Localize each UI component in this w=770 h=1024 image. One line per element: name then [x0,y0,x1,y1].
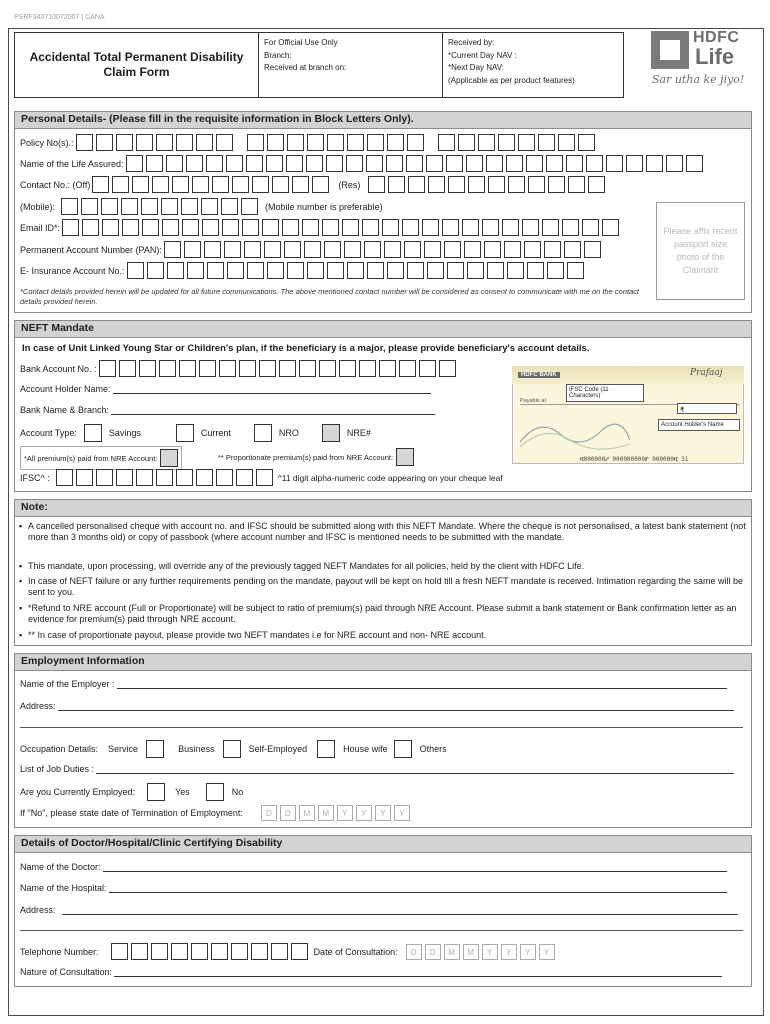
date-cell: D [261,805,277,821]
employment-heading: Employment Information [15,654,751,671]
occupation-service-label: Service [108,744,139,754]
form-title-line1: Accidental Total Permanent Disability [29,50,244,64]
current-day-nav-label: *Current Day NAV : [448,50,517,60]
cheque-bank-name: HDFC BANK [518,372,560,378]
note-item [20,576,746,598]
contact-off-label: Contact No.: (Off) [20,179,91,190]
savings-label: Savings [108,428,141,438]
doctor-address-label: Address: [20,905,56,915]
date-cell: D [425,944,441,960]
termination-label: If "No", please state date of Termination of Employment: [20,808,243,818]
nre-label: NRE# [346,428,371,438]
cheque-holder-box: Account Holder's Name [658,419,740,431]
mobile-row [20,198,383,215]
policy-row [20,134,598,151]
bank-account-input[interactable] [99,360,459,377]
einsurance-label: E- Insurance Account No.: [20,265,125,276]
occupation-row [20,740,447,758]
occupation-label: Occupation Details: [20,744,99,754]
telephone-input[interactable] [111,943,311,960]
occupation-business-label: Business [178,744,215,754]
form-code: PSRF340710072007 | CANA [14,14,105,21]
next-day-nav-label: *Next Day NAV: [448,63,505,72]
cheque-micr: ⑆000000⑇ 000000000⑈ 000000⑆ 31 [580,456,689,463]
policy-input-2[interactable] [247,134,427,151]
einsurance-input[interactable] [127,262,587,279]
employed-yes-checkbox[interactable] [147,783,165,801]
duties-row [20,764,734,774]
current-label: Current [200,428,231,438]
date-cell: Y [337,805,353,821]
official-use-label: For Official Use Only [264,38,338,47]
cheque-wave-graphic [520,412,630,452]
date-cell: M [463,944,479,960]
employer-label: Name of the Employer : [20,679,115,689]
doctor-name-label: Name of the Doctor: [20,862,101,872]
nature-label: Nature of Consultation: [20,967,113,977]
employment-address-line-2[interactable] [20,727,743,728]
doctor-name-row [20,862,727,872]
pan-label: Permanent Account Number (PAN): [20,244,162,255]
email-input[interactable] [62,219,622,236]
date-cell: Y [394,805,410,821]
cheque-signature: Prafaaj [690,368,723,378]
received-by-label: Received by: [448,38,495,47]
doctor-address-line-2[interactable] [20,930,743,931]
note-item [20,561,746,572]
nre-full-checkbox[interactable] [160,449,178,467]
employed-yes-label: Yes [175,787,190,797]
nro-label: NRO [278,428,299,438]
branch-label: Branch: [264,50,292,60]
ifsc-note: ^11 digit alpha-numeric code appearing on your cheque leaf [277,472,503,483]
logo-text-hdfc: HDFC [693,29,740,46]
date-cell: D [406,944,422,960]
cheque-ifsc-box: IFSC Code (11 Characters) [566,384,644,402]
employer-row [20,679,727,689]
einsurance-row [20,262,587,279]
nre-prop-checkbox[interactable] [396,448,414,466]
received-box [443,32,624,98]
savings-checkbox[interactable] [84,424,102,442]
doctor-name-input[interactable] [103,862,727,872]
name-row [20,155,706,172]
date-cell: D [280,805,296,821]
current-checkbox[interactable] [176,424,194,442]
hospital-row [20,883,727,893]
ifsc-label: IFSC^ : [20,472,50,483]
mobile-label: (Mobile): [20,201,56,212]
email-row [20,219,622,236]
holder-input[interactable] [113,384,431,394]
date-cell: M [299,805,315,821]
rupee-icon: ₹ [680,407,685,414]
note-heading: Note: [15,500,751,517]
form-title [14,32,259,98]
nre-full-label: *All premium(s) paid from NRE Account: [24,453,158,463]
bank-account-label: Bank Account No. : [20,363,97,374]
photo-placeholder[interactable] [656,202,745,300]
logo-text-life: Life [695,44,735,69]
employed-label: Are you Currently Employed: [20,787,136,797]
pan-row [20,241,604,258]
ifsc-input[interactable] [56,469,276,486]
note-item [20,630,746,641]
employed-no-label: No [231,787,244,797]
bank-branch-label: Bank Name & Branch: [20,405,110,415]
cheque-payable: Payable at [520,398,546,404]
mobile-note: (Mobile number is preferable) [265,201,383,212]
employment-address-row [20,701,734,711]
contact-off-input[interactable] [92,176,332,193]
name-label: Name of the Life Assured: [20,158,124,169]
note-item-text: ▪ *Refund to NRE account (Full or Proportionate) will be subject to ratio of premium(s) paid through NRE Account. Please submit a bank statement or Bank confirmation letter as an evidence for premium(s) paid through NRE account. [28,603,737,624]
occupation-business-checkbox[interactable] [223,740,241,758]
pan-input[interactable] [164,241,604,258]
note-item-text: ▪ A cancelled personalised cheque with account no. and IFSC should be submitted along with this NEFT Mandate. Where the cheque is not personalised, a latest bank statement (not more than 3 months old) or copy of passbook (where account number and IFSC is mentioned needs to be submitted with the mandate. [28,521,746,542]
contact-res-input[interactable] [368,176,608,193]
policy-input-3[interactable] [438,134,598,151]
note-item [20,521,746,543]
form-title-line2: Claim Form [103,65,170,79]
employer-input[interactable] [117,679,727,689]
account-type-label: Account Type: [20,428,77,438]
termination-date-input[interactable] [261,805,413,821]
cheque-amount-box [677,403,737,414]
bank-branch-row [20,405,435,415]
telephone-row [20,943,558,960]
neft-intro: In case of Unit Linked Young Star or Children's plan, if the beneficiary is a major, please provide beneficiary's account details. [22,343,590,354]
occupation-housewife-checkbox[interactable] [394,740,412,758]
date-cell: M [444,944,460,960]
termination-row [20,805,413,821]
bank-branch-input[interactable] [111,405,435,415]
contact-res-label: (Res) [338,179,361,190]
neft-heading: NEFT Mandate [15,321,751,338]
occupation-self-label: Self-Employed [248,744,308,754]
holder-label: Account Holder Name: [20,384,111,394]
nature-input[interactable] [114,967,722,977]
contact-row [20,176,608,193]
date-cell: Y [501,944,517,960]
occupation-service-checkbox[interactable] [146,740,164,758]
hdfc-logo-icon [651,31,689,69]
nature-row [20,967,722,977]
date-cell: Y [356,805,372,821]
telephone-label: Telephone Number: [20,946,99,957]
photo-placeholder-text: Please affix recent passport size photo of the Claimant [663,226,738,275]
nre-full-row [20,446,182,470]
account-type-row [20,424,371,442]
nro-checkbox[interactable] [254,424,272,442]
date-cell: Y [482,944,498,960]
note-item-text: ▪ ** In case of proportionate payout, please provide two NEFT mandates i.e for NRE account and non- NRE account. [28,630,487,640]
note-item-text: ▪ This mandate, upon processing, will override any of the previously tagged NEFT Mandates for all policies, held by the client with HDFC Life. [28,561,585,571]
date-cell: Y [375,805,391,821]
policy-input-1[interactable] [76,134,236,151]
doctor-address-input[interactable] [62,905,738,915]
policy-label: Policy No(s).: [20,137,74,148]
nre-checkbox[interactable] [322,424,340,442]
nre-prop-label: ** Proportionate premium(s) paid from NRE Account: [218,452,394,462]
note-item [20,603,746,625]
nav-note: (Applicable as per product features) [448,75,575,85]
personal-details-heading: Personal Details- (Please fill in the requisite information in Block Letters Only). [15,112,751,129]
logo-tagline: Sar utha ke jiyo! [652,73,745,86]
occupation-self-checkbox[interactable] [317,740,335,758]
hospital-label: Name of the Hospital: [20,883,107,893]
occupation-housewife-label: House wife [343,744,388,754]
contact-footnote: *Contact details provided herein will be updated for all future communications. The above mentioned contact number will be considered as consent to communicate with me on the contact details provided herein. [20,287,640,306]
occupation-others-label: Others [419,744,447,754]
employment-address-label: Address: [20,701,56,711]
consultation-date-input[interactable] [406,944,558,960]
duties-input[interactable] [96,764,734,774]
received-at-branch-label: Received at branch on: [264,63,347,72]
date-cell: Y [520,944,536,960]
nre-prop-row [218,446,414,468]
hospital-input[interactable] [109,883,727,893]
name-input[interactable] [126,155,706,172]
doctor-address-row [20,905,738,915]
consultation-date-label: Date of Consultation: [313,946,398,957]
doctor-heading: Details of Doctor/Hospital/Clinic Certifying Disability [15,836,751,853]
official-use-box [259,32,443,98]
holder-row [20,384,431,394]
note-item-text: ▪ In case of NEFT failure or any further requirements pending on the mandate, payout will be kept on hold till a fresh NEFT mandate is received. Intimation regarding the same will be sent to you. [28,576,744,597]
employed-no-checkbox[interactable] [206,783,224,801]
email-label: Email ID*: [20,222,61,233]
mobile-input[interactable] [61,198,261,215]
date-cell: M [318,805,334,821]
employment-address-input[interactable] [58,701,734,711]
ifsc-row [20,469,503,486]
employed-row [20,783,243,801]
duties-label: List of Job Duties : [20,764,95,774]
bank-account-row [20,360,459,377]
date-cell: Y [539,944,555,960]
